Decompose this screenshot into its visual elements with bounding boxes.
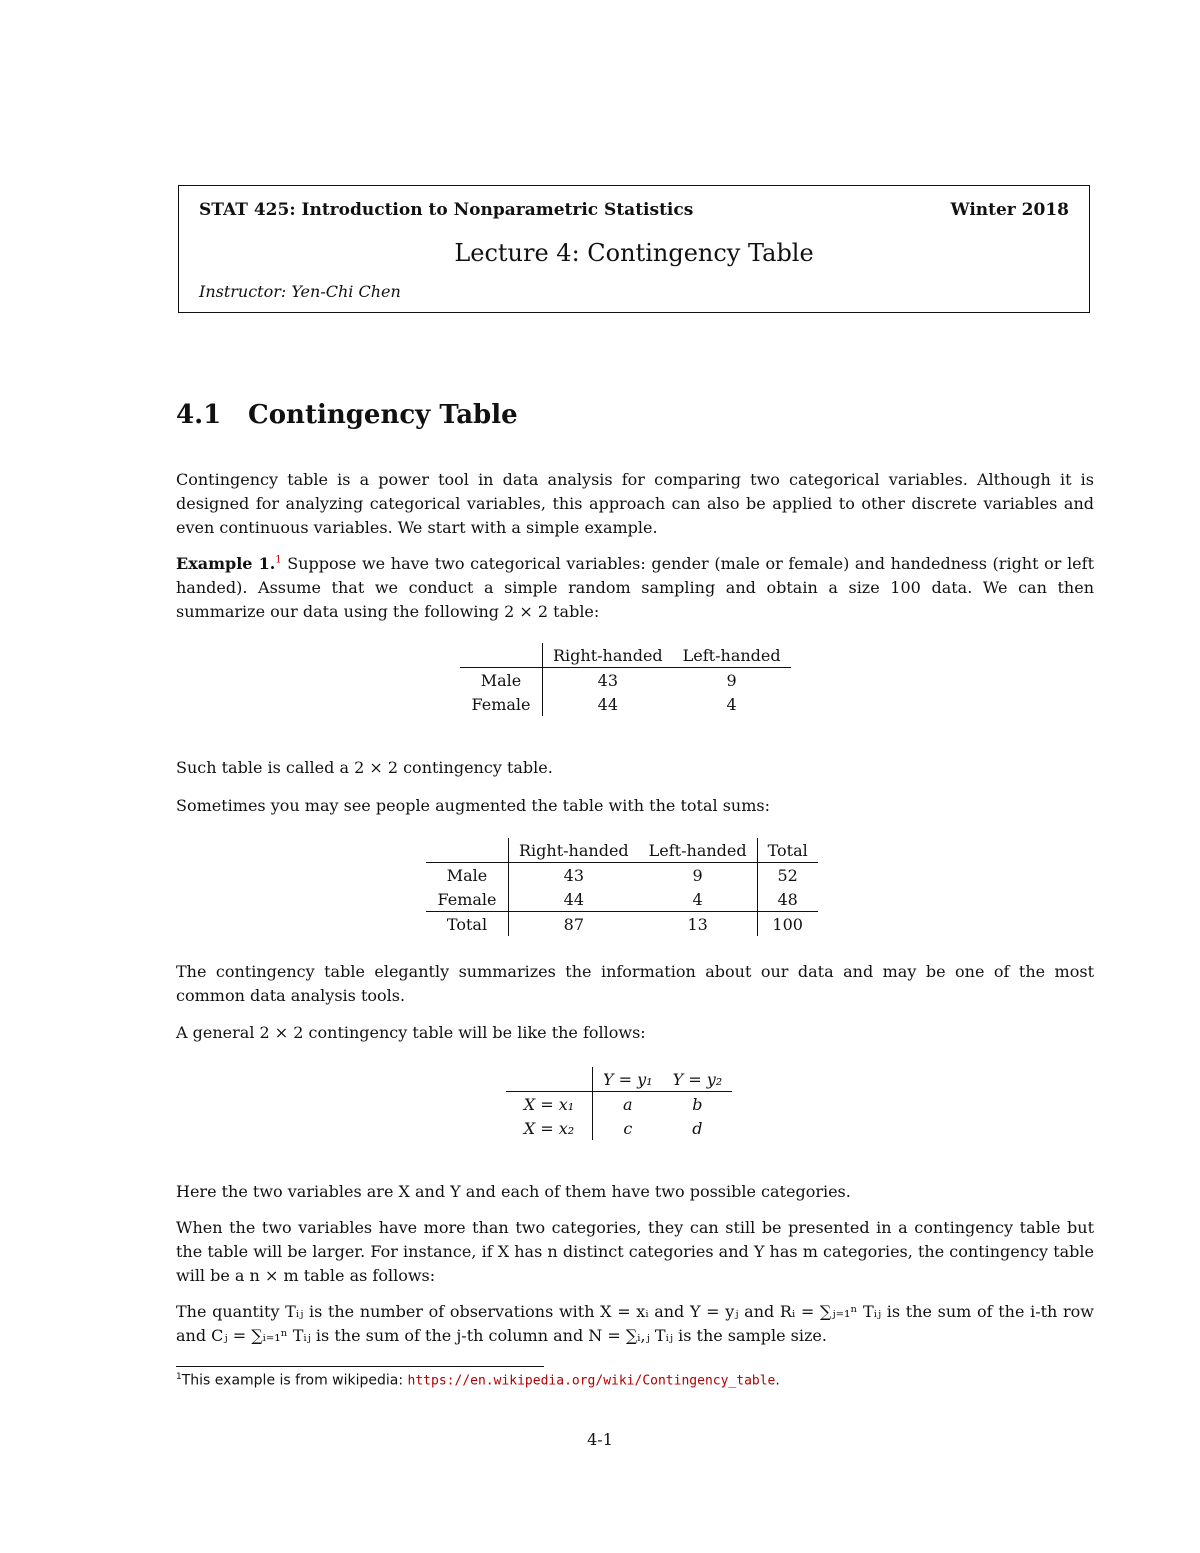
table-cell: 43 <box>597 670 618 690</box>
table-header-row <box>506 1067 732 1092</box>
table-cell: 44 <box>563 889 584 909</box>
table-row <box>506 1092 732 1117</box>
quantity-paragraph: The quantity Tᵢⱼ is the number of observations with X = xᵢ and Y = yⱼ and Rᵢ = ∑ⱼ₌₁ⁿ Tᵢⱼ is the sum of the i-th row and Cⱼ = ∑ᵢ₌₁ⁿ Tᵢⱼ is the sum of the j-th column and N = ∑ᵢ,ⱼ Tᵢⱼ is the sample size. <box>176 1302 1094 1345</box>
contingency-table-totals <box>426 838 818 936</box>
table-cell: 48 <box>777 889 798 909</box>
term-label: Winter 2018 <box>950 200 1069 220</box>
section-title: Contingency Table <box>248 400 518 430</box>
column-header: Total <box>767 840 808 860</box>
here-two-paragraph: Here the two variables are X and Y and each of them have two possible categories. <box>176 1182 851 1201</box>
course-title: STAT 425: Introduction to Nonparametric Statistics <box>199 200 694 220</box>
lecture-header-box <box>178 185 1090 313</box>
column-header: Left-handed <box>639 838 757 863</box>
table-cell: d <box>692 1118 703 1138</box>
augmented-paragraph: Sometimes you may see people augmented the table with the total sums: <box>176 796 770 815</box>
contingency-table-basic <box>460 643 791 716</box>
example-label: Example 1. <box>176 554 276 573</box>
row-label: Female <box>460 692 543 716</box>
footnote-link[interactable]: https://en.wikipedia.org/wiki/Contingency_table <box>407 1373 776 1389</box>
table-row <box>460 668 791 693</box>
footnote-rule <box>176 1366 544 1367</box>
table-corner-cell <box>460 643 543 668</box>
table-header-row <box>460 643 791 668</box>
instructor-line: Instructor: Yen-Chi Chen <box>199 282 401 301</box>
section-heading <box>176 400 518 430</box>
table-cell: 9 <box>726 670 737 690</box>
footnote <box>176 1372 780 1389</box>
row-label: Total <box>426 912 509 937</box>
row-label: Female <box>426 887 509 912</box>
lecture-title: Lecture 4: Contingency Table <box>454 239 814 267</box>
column-header: Y = y₁ <box>603 1069 653 1089</box>
table-row <box>460 692 791 716</box>
row-label: Male <box>426 863 509 888</box>
column-header: Left-handed <box>682 645 781 665</box>
page-number: 4-1 <box>587 1430 613 1449</box>
footnote-marker[interactable]: 1 <box>275 554 282 566</box>
footnote-mark: 1 <box>176 1372 182 1382</box>
table-cell: 13 <box>639 912 757 937</box>
column-header: Right-handed <box>519 840 629 860</box>
example-paragraph <box>176 552 1094 624</box>
table-cell: 100 <box>772 914 803 934</box>
example-text: Suppose we have two categorical variables: gender (male or female) and handedness (right or left handed). Assume that we conduct a simple random sampling and obtain a size 100 data. We can then summarize our data using the following 2 × 2 table: <box>176 554 1095 621</box>
table-cell: 52 <box>777 865 798 885</box>
table-row <box>426 912 818 937</box>
section-number: 4.1 <box>176 400 222 430</box>
table-header-row <box>426 838 818 863</box>
table-cell: 43 <box>563 865 584 885</box>
table-cell: c <box>623 1118 633 1138</box>
table-cell: 87 <box>563 914 584 934</box>
table-row <box>426 887 818 912</box>
such-table-paragraph: Such table is called a 2 × 2 contingency table. <box>176 758 553 777</box>
footnote-text: This example is from wikipedia: <box>181 1372 408 1389</box>
table-cell: 44 <box>597 694 618 714</box>
row-label: X = x₁ <box>506 1092 593 1117</box>
table-cell: a <box>623 1094 633 1114</box>
column-header: Y = y₂ <box>672 1069 723 1089</box>
general-paragraph: A general 2 × 2 contingency table will be like the follows: <box>176 1023 646 1042</box>
footnote-end: . <box>775 1372 780 1389</box>
row-label: Male <box>460 668 543 693</box>
table-corner-cell <box>426 838 509 863</box>
table-cell: b <box>692 1094 703 1114</box>
table-cell: 9 <box>639 863 757 888</box>
table-cell: 4 <box>639 887 757 912</box>
column-header: Right-handed <box>553 645 663 665</box>
table-cell: 4 <box>726 694 737 714</box>
intro-paragraph: Contingency table is a power tool in data analysis for comparing two categorical variables. Although it is designed for analyzing categorical variables, this approach can also be applied to other discrete variables and even continuous variables. We start with a simple example. <box>176 470 1094 537</box>
contingency-table-general <box>506 1067 732 1140</box>
table-row <box>426 863 818 888</box>
elegantly-paragraph: The contingency table elegantly summarizes the information about our data and may be one of the most common data analysis tools. <box>176 962 1094 1005</box>
table-row <box>506 1116 732 1140</box>
more-categories-paragraph: When the two variables have more than two categories, they can still be presented in a contingency table but the table will be larger. For instance, if X has n distinct categories and Y has m categories, the contingency table will be a n × m table as follows: <box>176 1218 1094 1285</box>
row-label: X = x₂ <box>506 1116 593 1140</box>
table-corner-cell <box>506 1067 593 1092</box>
